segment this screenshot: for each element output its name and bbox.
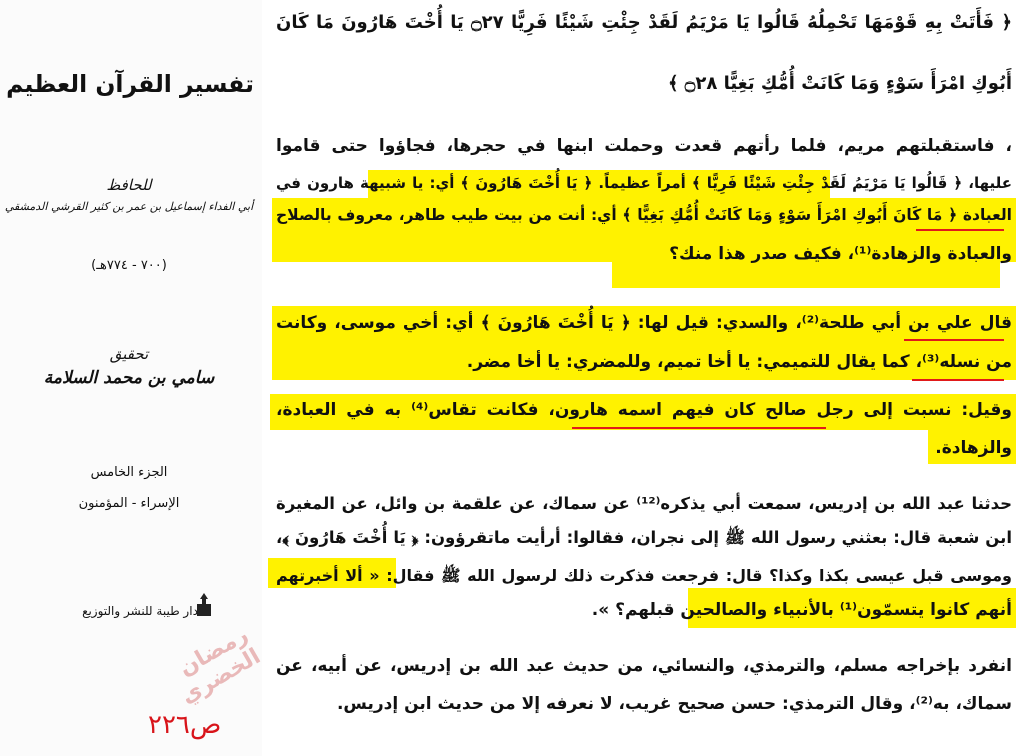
book-cover [0,0,265,756]
quran-verse-line-1: ﴿ فَأَتَتْ بِهِ قَوْمَهَا تَحْمِلُهُ قَالُوا يَا مَرْيَمُ لَقَدْ جِئْتِ شَيْئًا فَرِيًّا ۝٢٧ يَا أُخْتَ هَارُونَ مَا كَانَ [276,12,1012,33]
volume-label: الجزء الخامس [90,465,168,480]
text-line: انفرد بإخراجه مسلم، والترمذي، والنسائي، من حديث عبد الله بن إدريس، عن أبيه، عن [276,656,1012,676]
text-line: ، فاستقبلتهم مريم، فلما رأتهم قعدت وحملت ابنها في حجرها، فجاؤوا حتى قاموا [276,136,1012,156]
volume-range: الإسراء - المؤمنون [78,496,180,511]
text-line: والزهادة. [935,438,1012,458]
author-name: أبي الفداء إسماعيل بن عمر بن كثير القرشي الدمشقي [4,200,254,213]
quran-verse-line-2: أَبُوكِ امْرَأَ سَوْءٍ وَمَا كَانَتْ أُمُّكِ بَغِيًّا ۝٢٨ ﴾ [667,73,1012,94]
text-line: عليها، ﴿ قَالُوا يَا مَرْيَمُ لَقَدْ جِئْتِ شَيْئًا فَرِيًّا ﴾ أمراً عظيماً. ﴿ يَا أُخْتَ هَارُونَ ﴾ أي: يا شبيهة هارون في [276,174,1012,192]
hadith-line: حدثنا عبد الله بن إدريس، سمعت أبي يذكره⁽¹²⁾ عن سماك، عن علقمة بن وائل، عن المغيرة [276,494,1012,513]
hafiz-label: للحافظ [106,176,152,194]
watermark-signature: رمضان الخضري [174,622,265,710]
page-number: ص٢٢٦ [148,710,222,740]
tafsir-page [268,0,1020,756]
tahqiq-label: تحقيق [109,345,149,363]
hadith-line: وموسى قبل عيسى بكذا وكذا؟ قال: فرجعت فذكرت ذلك لرسول الله ﷺ فقال: « ألا أخبرتهم [276,566,1012,585]
text-line: قال علي بن أبي طلحة⁽²⁾، والسدي: قيل لها: ﴿ يَا أُخْتَ هَارُونَ ﴾ أي: أخي موسى، وكانت [276,313,1012,333]
publisher-name: دار طيبة للنشر والتوزيع [82,604,198,618]
hadith-line: ابن شعبة قال: بعثني رسول الله ﷺ إلى نجران، فقالوا: أرأيت ماتقرؤون: ﴿ يَا أُخْتَ هَارُونَ ﴾، [276,528,1012,547]
text-line: العبادة ﴿ مَا كَانَ أَبُوكِ امْرَأَ سَوْءٍ وَمَا كَانَتْ أُمُّكِ بَغِيًّا ﴾ أي: أنت من بيت طيب طاهر، معروف بالصلاح [276,206,1012,224]
text-line: سماك، به⁽²⁾، وقال الترمذي: حسن صحيح غريب، لا نعرفه إلا من حديث ابن إدريس. [336,694,1012,714]
text-line: والعبادة والزهادة⁽¹⁾، فكيف صدر هذا منك؟ [669,244,1012,264]
text-line: من نسله⁽³⁾، كما يقال للتميمي: يا أخا تميم، وللمضري: يا أخا مضر. [466,352,1012,372]
text-line: وقيل: نسبت إلى رجل صالح كان فيهم اسمه هارون، فكانت تقاس⁽⁴⁾ به في العبادة، [276,400,1012,420]
book-title: تفسير القرآن العظيم [6,70,254,98]
author-dates: (٧٠٠ - ٧٧٤هـ) [91,258,167,273]
editor-name: سامي بن محمد السلامة [43,368,215,388]
hadith-line: أنهم كانوا يتسمّون⁽¹⁾ بالأنبياء والصالحين قبلهم؟ ». [591,600,1012,620]
